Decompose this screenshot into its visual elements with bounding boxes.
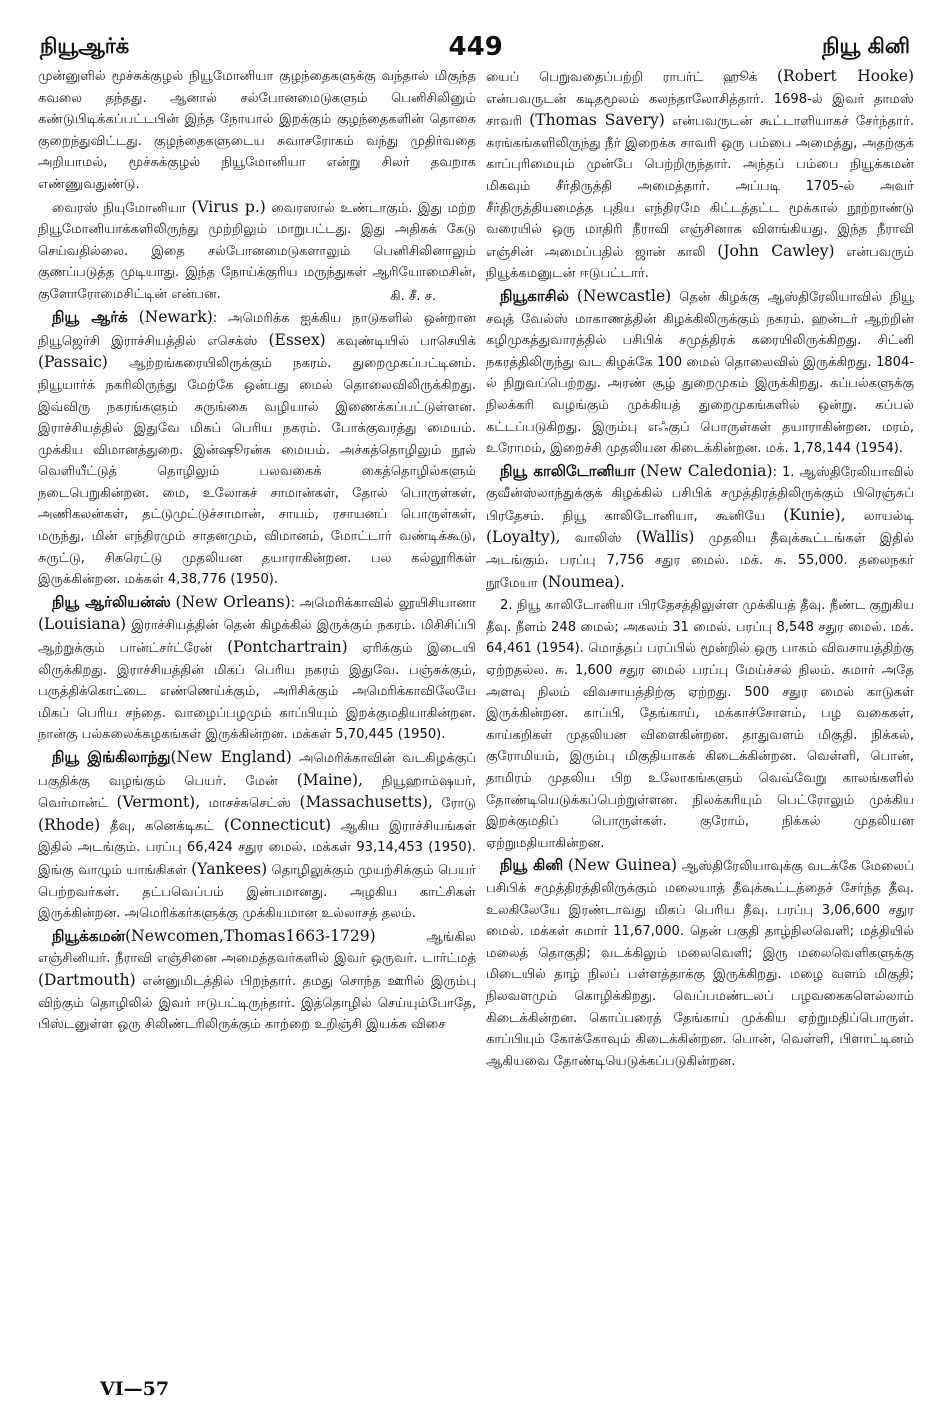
entry-newcastle: நியூகாசில் (Newcastle) தென் கிழக்கு ஆஸ்திரேலியாவில் நியூ சவுத் வேல்ஸ் மாகாணத்தின் கிழக்கிலிருக்கும் நகரம். ஹன்டர் ஆற்றின் கழிமுகத்துவாரத்தில் பசிபிக் சமுத்திரக் கரையிலிருக்கிறது. சிட்னி நகரத்திலிருந்து வட கிழக்கே 100 மைல் தொலைவில் இருக்கிறது. 1804-ல் நிறுவப்பெற்றது. அரண் சூழ் துறைமுகம் இருக்கிறது. கப்பல்களுக்கு நிலக்கரி வழங்கும் முக்கியத் துறைமுகங்களில் ஒன்று. கப்பல் கட்டப்படுகிறது. இரும்பு எஃகுப் பொருள்கள் தயாராகின்றன. மரம், உரோமம், இறைச்சி முதலியன கிடைக்கின்றன. மக். 1,78,144 (1954). [486, 286, 914, 457]
virus-pneumonia-english: (Virus p.) [191, 197, 266, 216]
headword-new-orleans: நியூ ஆர்லியன்ஸ் [52, 592, 171, 611]
virus-pneumonia-term: வைரஸ் நியுமோனியா [52, 200, 186, 216]
entry-newark: நியூ ஆர்க் (Newark): அமெரிக்க ஐக்கிய நாடுகளில் ஒன்றான நியூஜெர்சி இராச்சியத்தில் எசெக்ஸ் (Essex) கவுண்டியில் பாசெயிக் (Passaic) ஆற்றங்கரையிலிருக்கும் நகரம். துறைமுகப்பட்டினம். நியூயார்க் நகரிலிருந்து மேற்கே ஒன்பது மைல் தொலைவிலிருக்கிறது. இவ்விரு நகரங்களும் சுருங்கை வழியால் இணைக்கப்பட்டுள்ளன. இராச்சியத்தில் இதுவே மிகப் பெரிய நகரம். போக்குவரத்து மையம். முக்கிய விமானத்துறை. இன்ஷூரன்சு மையம். அச்சுத்தொழிலும் நூல் வெளியீட்டுத் தொழிலும் பலவகைக் கைத்தொழில்களும் நடைபெறுகின்றன. மை, உலோகச் சாமான்கள், தோல் பொருள்கள், அணிகலன்கள், தட்டுமுட்டுச்சாமான், சாயம், ரசாயனப் பொருள்கள், மருந்து, மின் எந்திரமும் சாதனமும், விமானம், மோட்டார் வண்டிக்கூடு, சுருட்டு, சிகரெட்டு முதலியன தயாராகின்றன. பல கல்லூரிகள் இருக்கின்றன. மக்கள் 4,38,776 (1950). [38, 308, 476, 588]
new-guinea-english: (New Guinea) [567, 856, 678, 875]
page-number: 449 [448, 32, 503, 62]
entry-new-england: நியூ இங்கிலாந்து(New England) அமெரிக்காவின் வடகிழக்குப் பகுதிக்கு வழங்கும் பெயர். மேன் (Maine), நியூஹாம்ஷயர், வெர்மான்ட் (Vermont), மாசச்சுசெட்ஸ் (Massachusetts), ரோடு (Rhode) தீவு, கனெக்டிகட் (Connecticut) ஆகிய இராச்சியங்கள் இதில் அடங்கும். பரப்பு 66,424 சதுர மைல். மக்கள் 93,14,453 (1950). இங்கு வாழும் யாங்கிகள் (Yankees) தொழிலுக்கும் முயற்சிக்கும் பெயர் பெற்றவர்கள். தட்பவெப்பம் இன்பமானது. அழகிய காட்சிகள் இருக்கின்றன. அமெரிக்கர்களுக்கு முக்கியமான உல்லாசத் தலம். [38, 748, 476, 922]
headword-new-caledonia: நியூ காலிடோனியா [500, 461, 636, 480]
right-column [486, 66, 914, 1073]
entry-new-orleans: நியூ ஆர்லியன்ஸ் (New Orleans): அமெரிக்காவில் லூயிசியானா (Louisiana) இராச்சியத்தின் தென் கிழக்கில் இருக்கும் நகரம். மிசிசிப்பி ஆற்றுக்கும் பான்ட்சர்ட்ரேன் (Pontchartrain) ஏரிக்கும் இடையி லிருக்கிறது. இராச்சியத்தின் மிகப் பெரிய நகரம் இதுவே. பஞ்சுக்கும், பருத்திக்கொட்டை எண்ணெய்க்கும், அரிசிக்கும் அமெரிக்காவிலேயே மிகப் பெரிய சந்தை. வாழைப்பழமும் காப்பியும் இறக்குமதியாகின்றன. நான்கு பல்கலைக்கழகங்கள் இருக்கின்றன. மக்கள் 5,70,445 (1950). [38, 592, 476, 743]
entry-newcomen: நியூக்கமன்(Newcomen,Thomas1663-1729) ஆங்கில எஞ்சினியர். நீராவி எஞ்சினை அமைத்தவர்களில் இவர் ஒருவர். டார்ட்மத் (Dartmouth) என்னுமிடத்தில் பிறந்தார். தமது சொந்த ஊரில் இரும்பு விற்கும் தொழிலில் இவர் ஈடுபட்டிருந்தார். இத்தொழில் செய்யும்போதே, பிஸ்டனுள்ள ஒரு சிலிண்டரிலிருக்கும் காற்றை உறிஞ்சி இயக்க விசை [38, 926, 476, 1033]
virus-pneumonia-text: வைரஸால் உண்டாகும். இது மற்ற நியூமோனியாக்களிலிருந்து முற்றிலும் மாறுபட்டது. இது அதிகக் கேடு செய்வதில்லை. இதை சல்போனமைடுகளாலும் பெனிசிலினாலும் குணப்படுத்த முடியாது. இந்த நோய்க்குரிய மருந்துகள் ஆரியோமைசின், குளோரோமைசிட்டின் என்பன. [38, 200, 476, 302]
new-orleans-english: (New Orleans) [175, 592, 291, 611]
running-header [40, 30, 910, 64]
left-column [38, 66, 476, 1037]
new-england-english: (New England) [170, 748, 292, 766]
entry-new-caledonia: நியூ காலிடோனியா (New Caledonia): 1. ஆஸ்திரேலியாவில் குவீன்ஸ்லாந்துக்குக் கிழக்கில் பசிபிக் சமுத்திரத்திலிருக்கும் பிரெஞ்சுப் பிரதேசம். நியூ காலிடோனியா, கூனியே (Kunie), லாயல்டி (Loyalty), வாலிஸ் (Wallis) முதலிய தீவுக்கூட்டங்கள் இதில் அடங்கும். பரப்பு 7,756 சதுர மைல். மக். சு. 55,000. தலைநகர் நூமேயா (Noumea). [486, 461, 914, 591]
newcomen-english: (Newcomen,Thomas1663-1729) [125, 926, 376, 945]
headword-new-england: நியூ இங்கிலாந்து [52, 748, 171, 766]
header-left-guideword: நியூஆர்க் [40, 33, 130, 58]
newcomen-continuation: யைப் பெறுவதைப்பற்றி ராபர்ட் ஹூக் (Robert Hooke) என்பவருடன் கடிதமூலம் கலந்தாலோசித்தார். 1698-ல் இவர் தாமஸ் சாவரி (Thomas Savery) என்பவருடன் கூட்டாளியாகச் சேர்ந்தார். சுரங்கங்களிலிருந்து நீர் இறைக்க சாவரி ஒரு பம்பை அமைத்து, அதற்குக் காப்புரிமையும் முன்பே பெற்றிருந்தார். அந்தப் பம்பை நியூக்கமன் மிகவும் சீர்திருத்தி அமைத்தார். அப்படி 1705-ல் அவர் சீர்திருத்தியமைத்த புதிய எந்திரமே கிட்டத்தட்ட மூக்கால் நூற்றாண்டு வரையில் ஒரு மாதிரி நீராவி எஞ்சினாக விளங்கியது. இந்த நீராவி எஞ்சின் அமைப்பதில் ஜான் காலி (John Cawley) என்பவரும் நியூக்கமனுடன் ஈடுபட்டார். [486, 67, 915, 282]
pneumonia-continuation: முன்னுளில் மூச்சுக்குழல் நியூமோனியா குழந்தைகளுக்கு வந்தால் மிகுந்த கவலை தந்தது. ஆனால் சல்போனமைடுகளும் பெனிசிலினும் கண்டுபிடிக்கப்பட்டபின் இந்த நோயால் இறக்கும் குழந்தைகளின் தொகை குறைந்துவிட்டது. குழந்தைகளுடைய சுவாசரோகம் வந்து முதிர்வதை அறியாமல், மூச்சுக்குழல் நியூமோனியா என்று சிலர் தவறாக எண்ணுவதுண்டு. [38, 69, 476, 192]
new-caledonia-island-paragraph: 2. நியூ காலிடோனியா பிரதேசத்திலுள்ள முக்கியத் தீவு. நீண்ட குறுகிய தீவு. நீளம் 248 மைல்; அகலம் 31 மைல். பரப்பு 8,548 சதுர மைல். மக். 64,461 (1954). மொத்தப் பரப்பில் மூன்றில் ஒரு பாகம் விவசாயத்திற்கு ஏற்றதல்ல. சு. 1,600 சதுர மைல் பரப்பு மேய்ச்சல் நிலம். சுமார் அதே அளவு நிலம் விவசாயத்திற்கு ஏற்றது. 500 சதுர மைல் காடுகள் இருக்கின்றன. காப்பி, தேங்காய், மக்காச்சோளம், பழ வகைகள், காய்கறிகள் முதலியன விளைகின்றன. தாதுவளம் மிகுதி. நிக்கல், குரோமியம், இரும்பு மிகுதியாகக் கிடைக்கின்றன. வெள்ளி, பொன், தாமிரம் முதலிய பிற உலோகங்களும் வெவ்வேறு காலங்களில் தோண்டியெடுக்கப்பெற்றுள்ளன. நிலக்கரியும் பெட்ரோலும் முக்கிய இறக்குமதிப் பொருள்கள். குரோம், நிக்கல் முதலியன ஏற்றுமதியாகின்றன. [486, 598, 914, 851]
headword-newark: நியூ ஆர்க் [52, 308, 128, 327]
headword-new-guinea: நியூ கினி [500, 856, 564, 875]
author-initials: கி. சீ. ச. [389, 288, 436, 304]
headword-newcastle: நியூகாசில் [500, 286, 569, 305]
header-right-guideword: நியூ கினி [822, 33, 910, 58]
newcastle-english: (Newcastle) [576, 286, 672, 305]
entry-new-guinea: நியூ கினி (New Guinea) ஆஸ்திரேலியாவுக்கு வடக்கே மேலைப் பசிபிக் சமுத்திரத்திலிருக்கும் மலையாத் தீவுக்கூட்டத்தைச் சேர்ந்த தீவு. உலகிலேயே இரண்டாவது மிகப் பெரிய தீவு. பரப்பு 3,06,600 சதுர மைல். மக்கள் சுமார் 11,67,000. தென் பகுதி தாழ்நிலவெளி; மத்தியில் மலைத் தொகுதி; வடக்கிலும் மலைவெளி; இரு மலைவெளிகளுக்கு மிடையில் தாழ் நிலப் பள்ளத்தாக்கு இருக்கிறது. மழை வளம் மிகுதி; நிலவளமும் கொழிக்கிறது. வெப்பமண்டலப் பழவகைகளெல்லாம் கிடைக்கின்றன. கொப்பரைத் தேங்காய் முக்கிய ஏற்றுமதிப்பொருள். காப்பியும் கோக்கோவும் கிடைக்கின்றன. பொன், வெள்ளி, பிளாட்டினம் ஆகியவை தோண்டியெடுக்கப்படுகின்றன. [486, 856, 914, 1069]
new-caledonia-english: (New Caledonia) [640, 461, 773, 480]
newark-english: (Newark) [138, 308, 213, 327]
headword-newcomen: நியூக்கமன் [52, 926, 126, 945]
signature-mark: VI—57 [100, 1378, 170, 1400]
